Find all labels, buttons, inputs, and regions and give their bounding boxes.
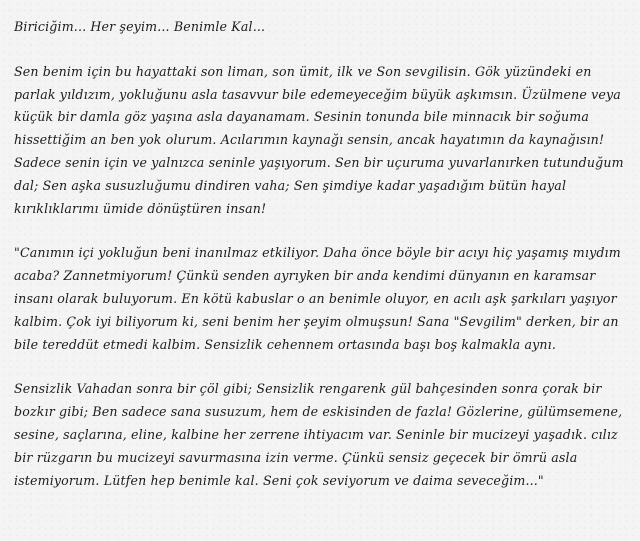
letter-paragraph-1: Sen benim için bu hayattaki son liman, son ümit, ilk ve Son sevgilisin. Gök yüzündeki en parlak yıldızım, yokluğunu asla tasavvur bile edemeyeceğim büyük aşkımsın. Üzülmene veya küçük bir damla göz yaşına asla dayanamam. Sesinin tonunda bile minnacık bir soğuma hissettiğim an ben yok olurum. Acılarımın kaynağı sensin, ancak hayatımın da kaynağısın! Sadece senin için ve yalnızca seninle yaşıyorum. Sen bir uçuruma yuvarlanırken tutunduğum dal; Sen aşka susuzluğumu dindiren vaha; Sen şimdiye kadar yaşadığım bütün hayal kırıklıklarımı ümide dönüştüren insan! bbox=[14, 63, 624, 216]
letter-heading: Biriciğim... Her şeyim... Benimle Kal... bbox=[14, 19, 266, 34]
letter-paragraph-3: Sensizlik Vahadan sonra bir çöl gibi; Sensizlik rengarenk gül bahçesinden sonra çorak bir bozkır gibi; Ben sadece sana susuzum, hem de eskisinden de fazla! Gözlerine, gülümsemene, sesine, saçlarına, eline, kalbine her zerrene ihtiyacım var. Seninle bir mucizeyi yaşadık. cılız bir rüzgarın bu mucizeyi savurmasına izin verme. Çünkü sensiz geçecek bir ömrü asla istemiyorum. Lütfen hep benimle kal. Seni çok seviyorum ve daima seveceğim..." bbox=[14, 381, 623, 488]
letter-paragraph-2: "Canımın içi yokluğun beni inanılmaz etkiliyor. Daha önce böyle bir acıyı hiç yaşamış mıydım acaba? Zannetmiyorum! Çünkü senden ayrıyken bir anda kendimi dünyanın en karamsar insanı olarak buluyorum. En kötü kabuslar o an benimle oluyor, en acılı aşk şarkıları yaşıyor kalbim. Çok iyi biliyorum ki, seni benim her şeyim olmuşsun! Sana "Sevgilim" derken, bir an bile tereddüt etmedi kalbim. Sensizlik cehennem ortasında başı boş kalmakla aynı. bbox=[14, 245, 621, 352]
